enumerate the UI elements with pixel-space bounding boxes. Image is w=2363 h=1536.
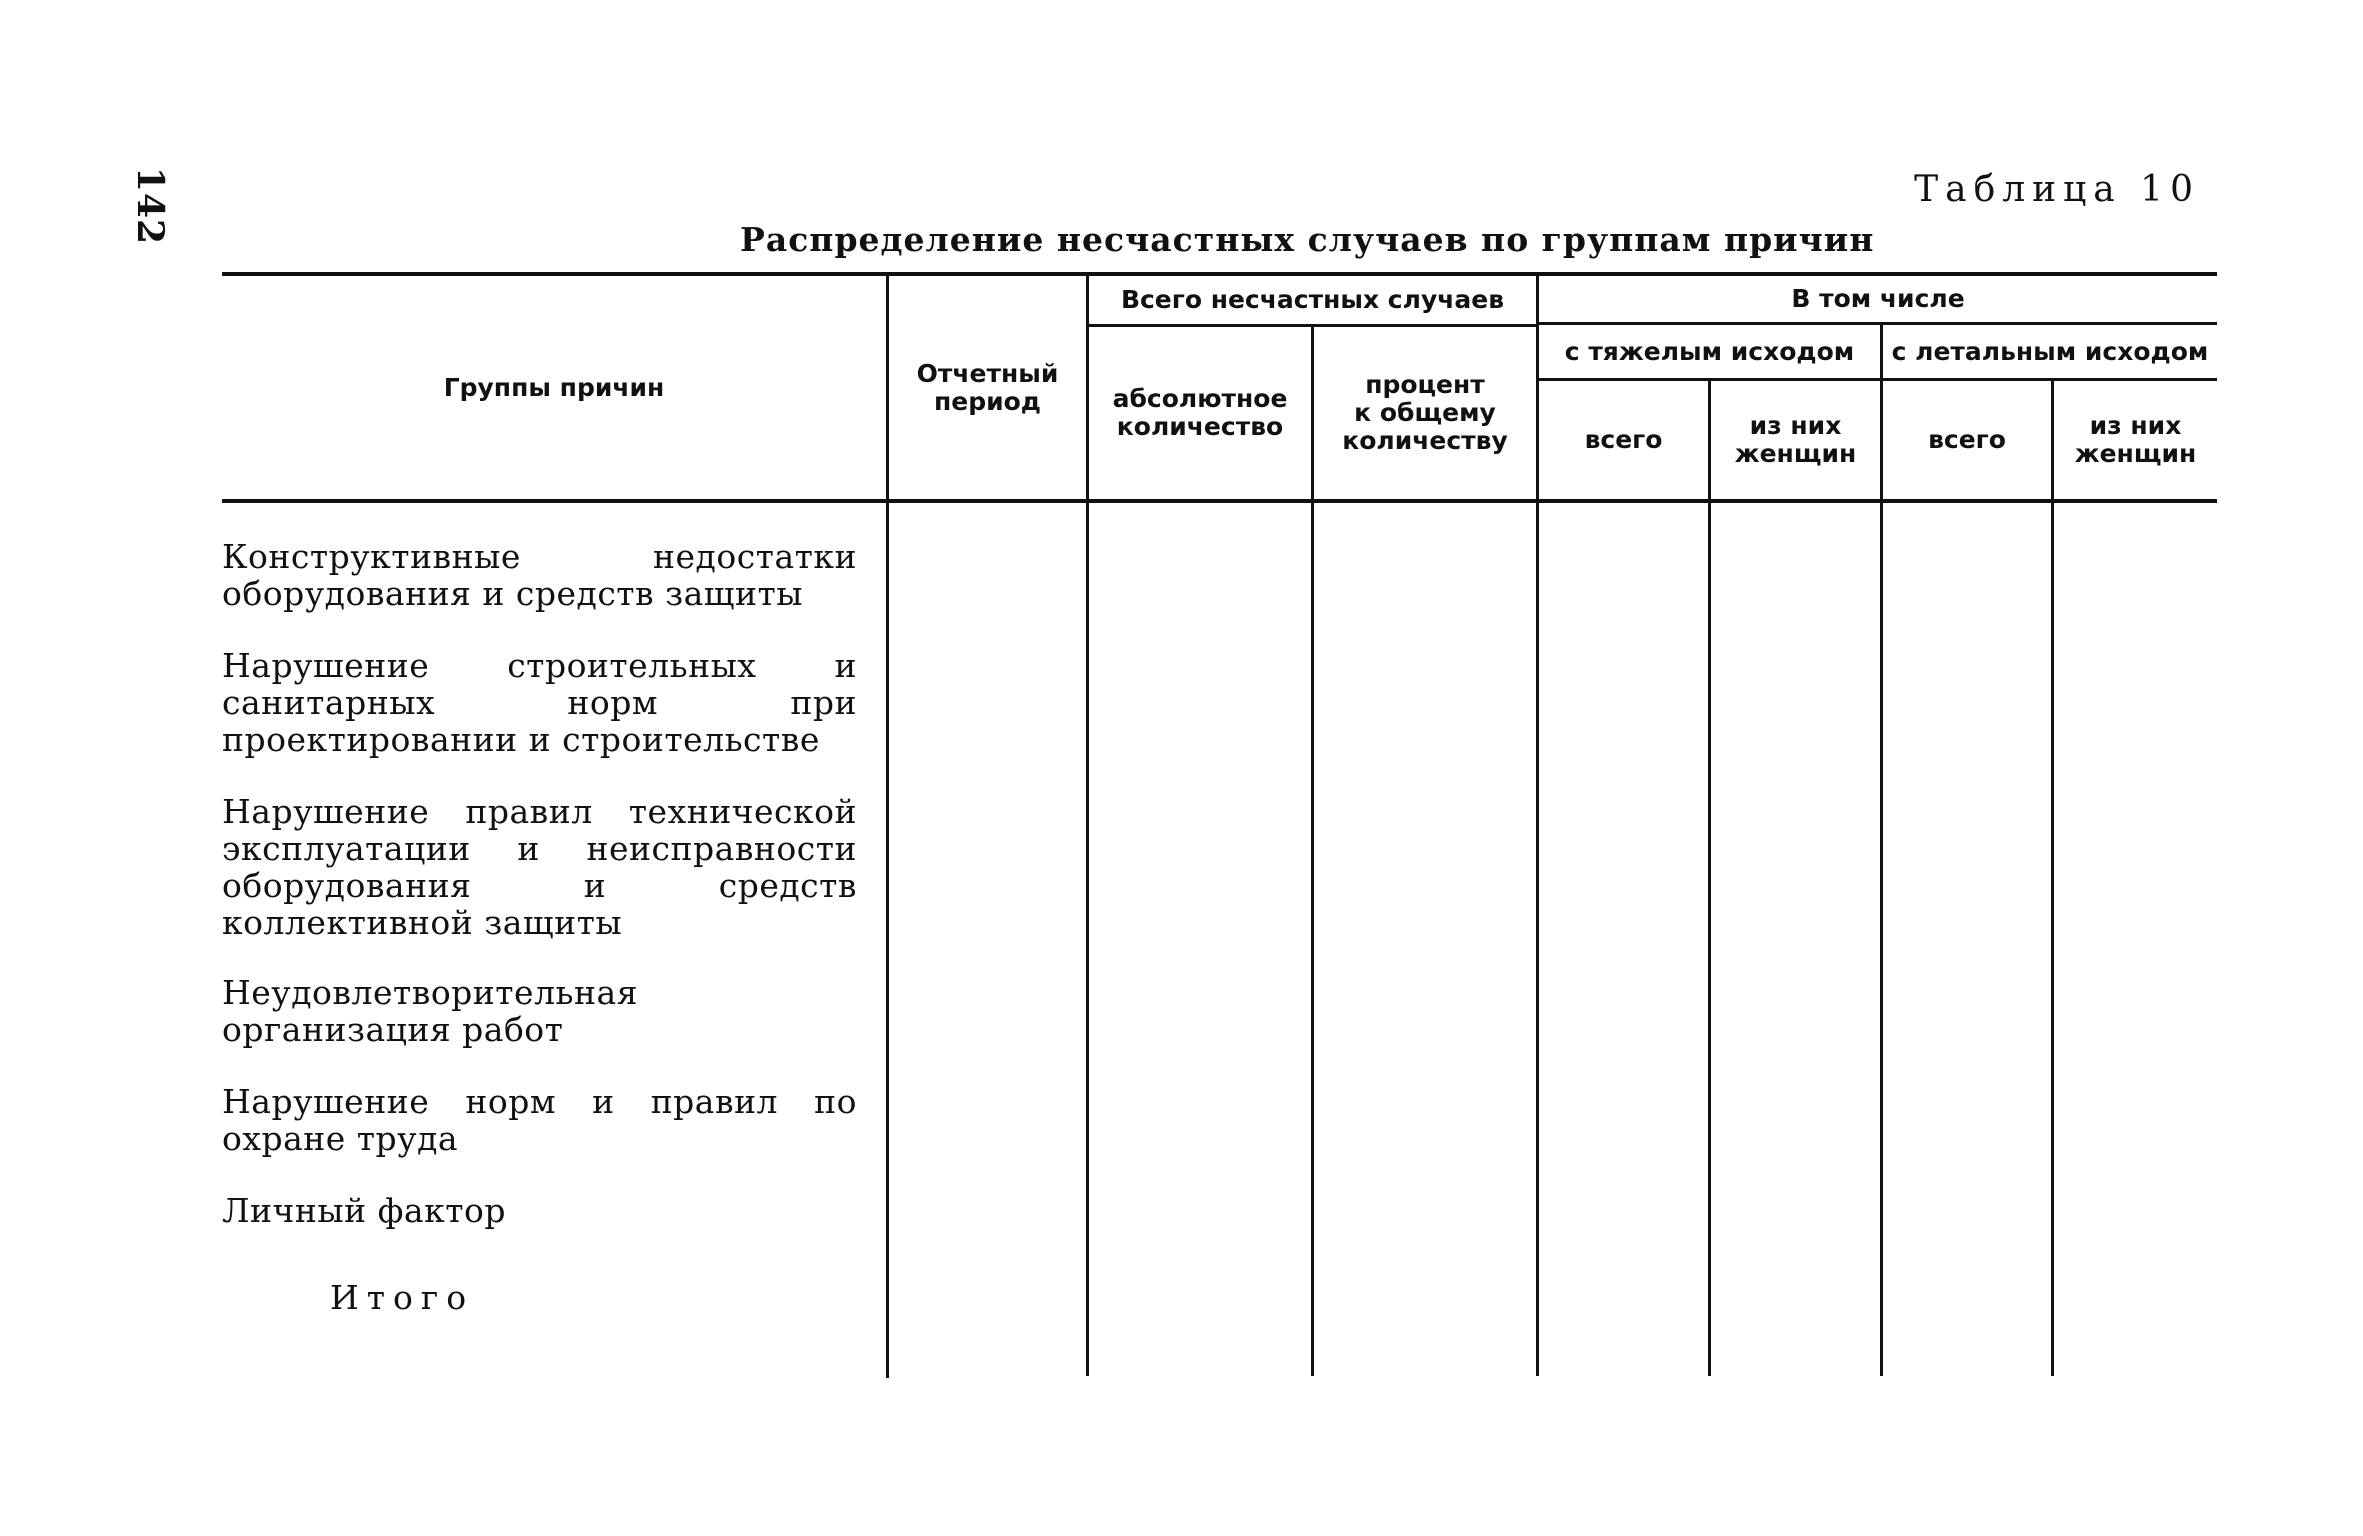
header-severe-women: из них женщин [1734,411,1857,468]
header-fatal-total: всего [1928,425,2006,454]
page-number: 142 [129,166,171,246]
row-technical-operation: Нарушение правил технической эксплуатации и неисправности оборудования и средств коллективной защиты [222,792,857,942]
header-report-period: Отчетный период [916,358,1059,416]
header-total-accidents: Всего несчастных случаев [1120,285,1505,314]
header-severe: с тяжелым исходом [1564,336,1855,366]
row-personal-factor: Личный фактор [222,1191,506,1230]
row-work-organization: Неудовлетворительная организация работ [222,973,639,1049]
row-design-flaws: Конструктивные недостатки оборудования и средств защиты [222,537,857,613]
header-percent: процент к общему количеству [1342,370,1508,455]
row-labor-safety: Нарушение норм и правил по охране труда [222,1082,857,1158]
col-rule-severe-women [1708,381,1711,1376]
header-severe-total: всего [1584,425,1663,454]
col-rule-fatal-women [2051,381,2054,1376]
header-fatal-women: из них женщин [2074,411,2197,468]
table-header-rule [222,499,2217,503]
header-including: В том числе [1791,284,1965,313]
table-number: Таблица 10 [1914,169,2200,210]
table-title: Распределение несчастных случаев по группам причин [740,220,1875,259]
header-cause-groups: Группы причин [443,372,665,402]
header-absolute: абсолютное количество [1112,384,1288,441]
header-fatal: с летальным исходом [1891,336,2209,366]
row-building-norms: Нарушение строительных и санитарных норм при проектировании и строительстве [222,646,857,759]
row-total: Итого [330,1278,475,1317]
